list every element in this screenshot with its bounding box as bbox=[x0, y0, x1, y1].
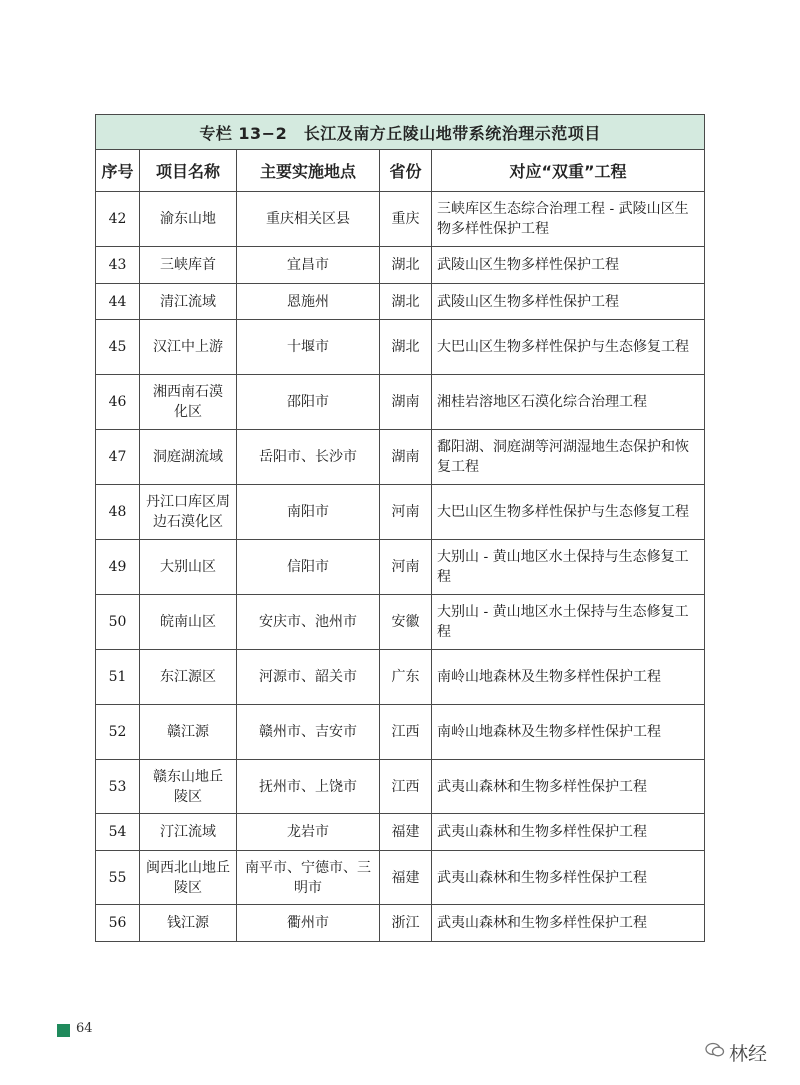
cell-province: 浙江 bbox=[380, 905, 432, 942]
table-title: 专栏 13−2 长江及南方丘陵山地带系统治理示范项目 bbox=[96, 115, 705, 150]
wechat-icon bbox=[705, 1042, 725, 1063]
header-province: 省份 bbox=[380, 150, 432, 192]
cell-name: 三峡库首 bbox=[140, 247, 237, 284]
table-row bbox=[96, 595, 705, 650]
cell-project: 大巴山区生物多样性保护与生态修复工程 bbox=[432, 320, 705, 375]
table-header-row bbox=[96, 150, 705, 192]
table-row bbox=[96, 851, 705, 905]
cell-province: 江西 bbox=[380, 705, 432, 760]
cell-name: 渝东山地 bbox=[140, 192, 237, 247]
header-site: 主要实施地点 bbox=[237, 150, 380, 192]
cell-no: 55 bbox=[96, 851, 140, 905]
cell-name: 丹江口库区周边石漠化区 bbox=[140, 485, 237, 540]
cell-name: 汉江中上游 bbox=[140, 320, 237, 375]
cell-province: 安徽 bbox=[380, 595, 432, 650]
cell-project: 武陵山区生物多样性保护工程 bbox=[432, 284, 705, 320]
cell-project: 大别山 - 黄山地区水土保持与生态修复工程 bbox=[432, 595, 705, 650]
cell-site: 邵阳市 bbox=[237, 375, 380, 430]
cell-province: 福建 bbox=[380, 851, 432, 905]
cell-site: 南平市、宁德市、三明市 bbox=[237, 851, 380, 905]
table-row bbox=[96, 485, 705, 540]
watermark bbox=[705, 1039, 767, 1066]
cell-no: 49 bbox=[96, 540, 140, 595]
header-no: 序号 bbox=[96, 150, 140, 192]
cell-name: 赣东山地丘陵区 bbox=[140, 760, 237, 814]
table-row bbox=[96, 284, 705, 320]
cell-province: 湖北 bbox=[380, 320, 432, 375]
cell-name: 湘西南石漠化区 bbox=[140, 375, 237, 430]
cell-project: 南岭山地森林及生物多样性保护工程 bbox=[432, 705, 705, 760]
cell-site: 岳阳市、长沙市 bbox=[237, 430, 380, 485]
cell-province: 河南 bbox=[380, 485, 432, 540]
cell-name: 钱江源 bbox=[140, 905, 237, 942]
cell-project: 武夷山森林和生物多样性保护工程 bbox=[432, 851, 705, 905]
cell-no: 56 bbox=[96, 905, 140, 942]
page-marker-square bbox=[57, 1024, 70, 1037]
cell-province: 福建 bbox=[380, 814, 432, 851]
cell-name: 东江源区 bbox=[140, 650, 237, 705]
cell-no: 44 bbox=[96, 284, 140, 320]
project-table bbox=[95, 114, 705, 942]
cell-name: 洞庭湖流域 bbox=[140, 430, 237, 485]
table-row bbox=[96, 247, 705, 284]
cell-no: 54 bbox=[96, 814, 140, 851]
cell-site: 龙岩市 bbox=[237, 814, 380, 851]
cell-no: 46 bbox=[96, 375, 140, 430]
cell-no: 51 bbox=[96, 650, 140, 705]
cell-site: 安庆市、池州市 bbox=[237, 595, 380, 650]
cell-no: 43 bbox=[96, 247, 140, 284]
table-row bbox=[96, 320, 705, 375]
cell-project: 大别山 - 黄山地区水土保持与生态修复工程 bbox=[432, 540, 705, 595]
cell-province: 湖南 bbox=[380, 375, 432, 430]
cell-project: 武陵山区生物多样性保护工程 bbox=[432, 247, 705, 284]
cell-name: 赣江源 bbox=[140, 705, 237, 760]
cell-project: 三峡库区生态综合治理工程 - 武陵山区生物多样性保护工程 bbox=[432, 192, 705, 247]
table-row bbox=[96, 814, 705, 851]
table-row bbox=[96, 905, 705, 942]
cell-project: 南岭山地森林及生物多样性保护工程 bbox=[432, 650, 705, 705]
table-row bbox=[96, 650, 705, 705]
watermark-text: 林经 bbox=[729, 1043, 768, 1065]
cell-project: 大巴山区生物多样性保护与生态修复工程 bbox=[432, 485, 705, 540]
cell-name: 清江流域 bbox=[140, 284, 237, 320]
cell-site: 河源市、韶关市 bbox=[237, 650, 380, 705]
header-name: 项目名称 bbox=[140, 150, 237, 192]
cell-site: 衢州市 bbox=[237, 905, 380, 942]
cell-site: 南阳市 bbox=[237, 485, 380, 540]
cell-site: 抚州市、上饶市 bbox=[237, 760, 380, 814]
cell-site: 十堰市 bbox=[237, 320, 380, 375]
header-project: 对应“双重”工程 bbox=[432, 150, 705, 192]
cell-name: 汀江流域 bbox=[140, 814, 237, 851]
cell-no: 42 bbox=[96, 192, 140, 247]
cell-name: 闽西北山地丘陵区 bbox=[140, 851, 237, 905]
cell-project: 湘桂岩溶地区石漠化综合治理工程 bbox=[432, 375, 705, 430]
page-number: 64 bbox=[76, 1021, 93, 1036]
cell-no: 52 bbox=[96, 705, 140, 760]
cell-no: 45 bbox=[96, 320, 140, 375]
cell-project: 鄱阳湖、洞庭湖等河湖湿地生态保护和恢复工程 bbox=[432, 430, 705, 485]
cell-name: 皖南山区 bbox=[140, 595, 237, 650]
cell-province: 湖北 bbox=[380, 284, 432, 320]
cell-province: 河南 bbox=[380, 540, 432, 595]
table-row bbox=[96, 705, 705, 760]
table-row bbox=[96, 375, 705, 430]
cell-site: 恩施州 bbox=[237, 284, 380, 320]
cell-province: 广东 bbox=[380, 650, 432, 705]
project-table-container bbox=[95, 114, 704, 942]
cell-province: 湖北 bbox=[380, 247, 432, 284]
cell-no: 50 bbox=[96, 595, 140, 650]
cell-site: 重庆相关区县 bbox=[237, 192, 380, 247]
table-row bbox=[96, 540, 705, 595]
cell-province: 湖南 bbox=[380, 430, 432, 485]
cell-no: 47 bbox=[96, 430, 140, 485]
cell-site: 赣州市、吉安市 bbox=[237, 705, 380, 760]
cell-province: 重庆 bbox=[380, 192, 432, 247]
table-row bbox=[96, 430, 705, 485]
table-title-row bbox=[96, 115, 705, 150]
table-row bbox=[96, 192, 705, 247]
cell-project: 武夷山森林和生物多样性保护工程 bbox=[432, 760, 705, 814]
cell-name: 大别山区 bbox=[140, 540, 237, 595]
cell-province: 江西 bbox=[380, 760, 432, 814]
cell-project: 武夷山森林和生物多样性保护工程 bbox=[432, 814, 705, 851]
cell-site: 宜昌市 bbox=[237, 247, 380, 284]
cell-no: 53 bbox=[96, 760, 140, 814]
cell-project: 武夷山森林和生物多样性保护工程 bbox=[432, 905, 705, 942]
cell-no: 48 bbox=[96, 485, 140, 540]
table-row bbox=[96, 760, 705, 814]
cell-site: 信阳市 bbox=[237, 540, 380, 595]
